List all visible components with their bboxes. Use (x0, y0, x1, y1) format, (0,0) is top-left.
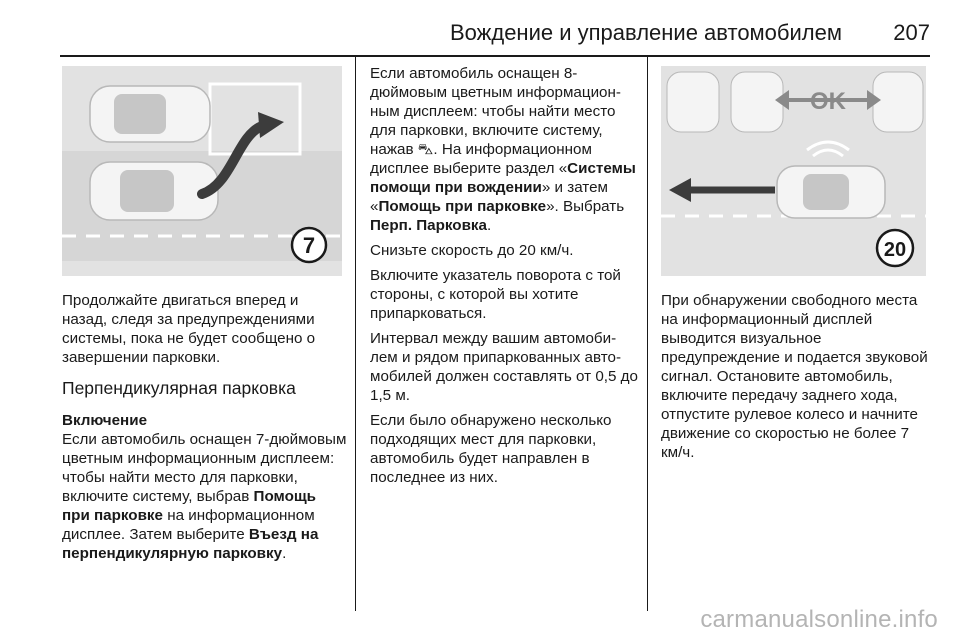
text-run: . (486, 217, 492, 234)
ok-label: OK (810, 88, 846, 115)
multiple-spaces-paragraph: Если было обнаружено несколько подходящих мест для парковки, автомобиль будет направлен в последнее из них. (370, 412, 612, 486)
figure-badge (877, 230, 913, 266)
menu-item-driver-assist: Системы помощи при вождении (370, 160, 636, 196)
activation-8inch-paragraph (370, 64, 638, 235)
text-run: ». Выбрать (546, 198, 625, 215)
text-run: Если автомобиль оснащен 7-дюймовым цветным информационным дисплеем: чтобы найти место для парковки, включите систему, выбрав (62, 431, 347, 505)
figure-perpendicular-entry (62, 66, 342, 276)
speed-paragraph: Снизьте скорость до 20 км/ч. (370, 242, 574, 259)
text-run: Если автомобиль оснащен 8-дюймовым цветным информационным дисплеем: чтобы найти место для парковки, включите систему, нажав (370, 65, 621, 158)
figure-badge-number: 7 (302, 233, 316, 258)
menu-item-perpendicular: Въезд на перпендикулярную парковку (62, 526, 319, 562)
indicator-paragraph: Включите указатель поворота с той стороны, с которой вы хотите припарковаться. (370, 267, 621, 322)
figure-parking-space-detected (661, 66, 926, 276)
activation-paragraph (62, 430, 347, 563)
figure-badge (292, 228, 326, 262)
page-number: 207 (893, 20, 930, 45)
section-heading: Перпендикулярная парковка (62, 378, 296, 398)
figure-7-illustration (62, 66, 342, 276)
text-run: . На информационном дисплее выберите раздел « (370, 141, 592, 177)
parked-car-shape (90, 86, 210, 142)
moving-car-shape (777, 166, 885, 218)
detection-paragraph: При обнаружении свободного места на информационный дисплей выводится визуальное предупреждение и подается звуковой сигнал. Остановите автомобиль, включите передачу заднего хода, отпустите рулевое колесо и начните движение со скоростью не более 7 км/ч. (661, 292, 928, 461)
menu-item-parking-assist: Помощь при парковке (378, 198, 547, 215)
text-run: . (282, 545, 287, 562)
text-run: » и затем « (370, 179, 608, 215)
text-run: на информационном дисплее. Затем выберите (62, 507, 315, 543)
header-rule (60, 55, 930, 57)
column-divider-left (355, 56, 356, 611)
right-column (661, 291, 929, 468)
left-column (62, 291, 347, 569)
middle-column (370, 64, 638, 493)
vehicle-icon: ⛍ (417, 141, 434, 158)
intro-paragraph: Продолжайте двигаться вперед и назад, следя за предупреждениями системы, пока не будет сообщено о завершении парковки. (62, 292, 316, 366)
distance-paragraph: Интервал между вашим автомобилем и рядом припаркованных автомобилей должен составлять от 0,5 до 1,5 м. (370, 330, 638, 404)
sub-heading: Включение (62, 412, 148, 429)
column-divider-right (647, 56, 648, 611)
menu-item-perp-parking: Перп. Парковка (370, 217, 487, 234)
menu-item-parking-assist: Помощь при парковке (62, 488, 317, 524)
watermark: carmanualsonline.info (700, 606, 938, 633)
chapter-title: Вождение и управление автомобилем (449, 20, 842, 45)
figure-badge-number: 20 (883, 239, 907, 261)
figure-20-illustration (661, 66, 926, 276)
